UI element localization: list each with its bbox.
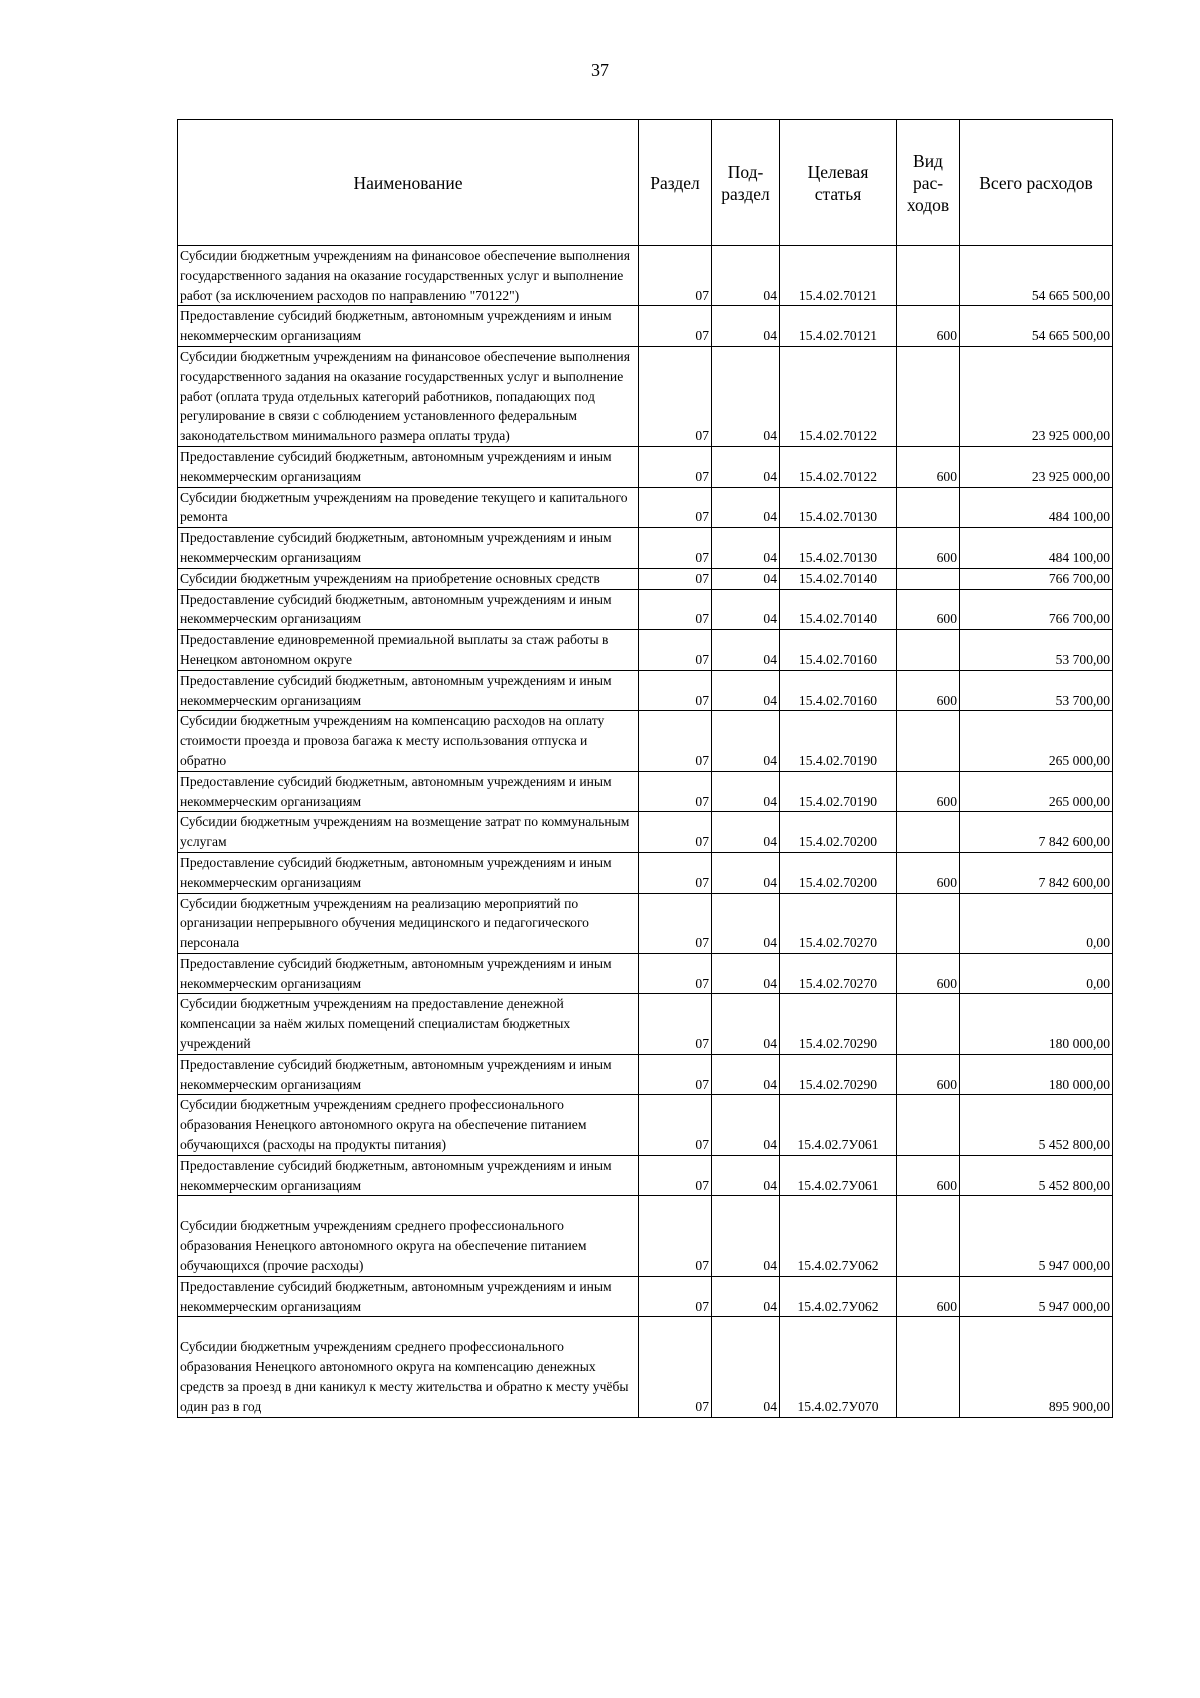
table-row xyxy=(178,711,1113,771)
cell-razdel: 07 xyxy=(639,306,712,347)
cell-podrazdel: 04 xyxy=(712,487,780,528)
cell-total: 895 900,00 xyxy=(960,1317,1113,1417)
cell-statya: 15.4.02.70200 xyxy=(780,852,897,893)
cell-vid: 600 xyxy=(897,1054,960,1095)
cell-statya: 15.4.02.70290 xyxy=(780,994,897,1054)
cell-vid: 600 xyxy=(897,953,960,994)
cell-razdel: 07 xyxy=(639,711,712,771)
cell-name: Субсидии бюджетным учреждениям на возмещение затрат по коммунальным услугам xyxy=(178,812,639,853)
cell-razdel: 07 xyxy=(639,246,712,306)
table-header-row xyxy=(178,120,1113,246)
cell-statya: 15.4.02.7У062 xyxy=(780,1276,897,1317)
cell-razdel: 07 xyxy=(639,994,712,1054)
cell-total: 180 000,00 xyxy=(960,1054,1113,1095)
table-row xyxy=(178,487,1113,528)
cell-name: Предоставление субсидий бюджетным, автономным учреждениям и иным некоммерческим организациям xyxy=(178,771,639,812)
cell-podrazdel: 04 xyxy=(712,812,780,853)
cell-razdel: 07 xyxy=(639,1054,712,1095)
cell-statya: 15.4.02.70140 xyxy=(780,568,897,589)
header-podrazdel: Под-раздел xyxy=(712,120,780,246)
cell-vid xyxy=(897,246,960,306)
table-row xyxy=(178,670,1113,711)
header-statya: Целевая статья xyxy=(780,120,897,246)
cell-podrazdel: 04 xyxy=(712,1276,780,1317)
cell-total: 265 000,00 xyxy=(960,711,1113,771)
cell-vid xyxy=(897,346,960,446)
table-row xyxy=(178,1054,1113,1095)
cell-podrazdel: 04 xyxy=(712,1054,780,1095)
cell-razdel: 07 xyxy=(639,487,712,528)
cell-total: 180 000,00 xyxy=(960,994,1113,1054)
cell-statya: 15.4.02.70190 xyxy=(780,711,897,771)
table-row xyxy=(178,1155,1113,1196)
cell-name: Субсидии бюджетным учреждениям на проведение текущего и капитального ремонта xyxy=(178,487,639,528)
cell-vid xyxy=(897,1317,960,1417)
cell-razdel: 07 xyxy=(639,670,712,711)
cell-vid: 600 xyxy=(897,1276,960,1317)
cell-statya: 15.4.02.70270 xyxy=(780,893,897,953)
cell-vid: 600 xyxy=(897,852,960,893)
cell-name: Предоставление субсидий бюджетным, автономным учреждениям и иным некоммерческим организациям xyxy=(178,1276,639,1317)
cell-statya: 15.4.02.70121 xyxy=(780,246,897,306)
cell-total: 53 700,00 xyxy=(960,630,1113,671)
cell-podrazdel: 04 xyxy=(712,1155,780,1196)
cell-statya: 15.4.02.70160 xyxy=(780,670,897,711)
cell-total: 265 000,00 xyxy=(960,771,1113,812)
cell-razdel: 07 xyxy=(639,446,712,487)
cell-name: Субсидии бюджетным учреждениям на реализацию мероприятий по организации непрерывного обучения медицинского и педагогического персонала xyxy=(178,893,639,953)
header-total: Всего расходов xyxy=(960,120,1113,246)
cell-vid xyxy=(897,812,960,853)
cell-razdel: 07 xyxy=(639,771,712,812)
cell-podrazdel: 04 xyxy=(712,589,780,630)
cell-razdel: 07 xyxy=(639,953,712,994)
cell-total: 23 925 000,00 xyxy=(960,446,1113,487)
table-row xyxy=(178,852,1113,893)
cell-podrazdel: 04 xyxy=(712,771,780,812)
cell-name: Субсидии бюджетным учреждениям на финансовое обеспечение выполнения государственного задания на оказание государственных услуг и выполнение работ (оплата труда отдельных категорий работников, попадающих под регулирование в связи с соблюдением установленного федеральным законодательством минимального размера оплаты труда) xyxy=(178,346,639,446)
cell-razdel: 07 xyxy=(639,1155,712,1196)
cell-total: 0,00 xyxy=(960,953,1113,994)
cell-name: Предоставление субсидий бюджетным, автономным учреждениям и иным некоммерческим организациям xyxy=(178,528,639,569)
cell-vid: 600 xyxy=(897,1155,960,1196)
table-row xyxy=(178,346,1113,446)
cell-podrazdel: 04 xyxy=(712,1196,780,1276)
cell-podrazdel: 04 xyxy=(712,1317,780,1417)
cell-podrazdel: 04 xyxy=(712,893,780,953)
cell-podrazdel: 04 xyxy=(712,630,780,671)
cell-vid xyxy=(897,893,960,953)
cell-statya: 15.4.02.7У062 xyxy=(780,1196,897,1276)
cell-podrazdel: 04 xyxy=(712,670,780,711)
cell-vid xyxy=(897,1196,960,1276)
cell-vid xyxy=(897,711,960,771)
cell-name xyxy=(178,1317,639,1417)
cell-vid: 600 xyxy=(897,528,960,569)
table-row xyxy=(178,953,1113,994)
cell-podrazdel: 04 xyxy=(712,711,780,771)
cell-name: Субсидии бюджетным учреждениям на финансовое обеспечение выполнения государственного задания на оказание государственных услуг и выполнение работ (за исключением расходов по направлению "70122") xyxy=(178,246,639,306)
cell-name: Предоставление субсидий бюджетным, автономным учреждениям и иным некоммерческим организациям xyxy=(178,953,639,994)
cell-statya: 15.4.02.70140 xyxy=(780,589,897,630)
cell-razdel: 07 xyxy=(639,528,712,569)
header-vid: Вид рас-ходов xyxy=(897,120,960,246)
table-row xyxy=(178,1095,1113,1155)
cell-name: Предоставление субсидий бюджетным, автономным учреждениям и иным некоммерческим организациям xyxy=(178,1054,639,1095)
table-row xyxy=(178,630,1113,671)
cell-name-text: Субсидии бюджетным учреждениям среднего профессионального образования Ненецкого автономного округа на обеспечение питанием обучающихся (прочие расходы) xyxy=(180,1218,587,1274)
cell-total: 53 700,00 xyxy=(960,670,1113,711)
cell-razdel: 07 xyxy=(639,1095,712,1155)
cell-total: 484 100,00 xyxy=(960,487,1113,528)
cell-podrazdel: 04 xyxy=(712,994,780,1054)
budget-table xyxy=(177,119,1113,1418)
cell-total: 766 700,00 xyxy=(960,568,1113,589)
cell-total: 5 947 000,00 xyxy=(960,1276,1113,1317)
table-row xyxy=(178,306,1113,347)
cell-name: Субсидии бюджетным учреждениям на приобретение основных средств xyxy=(178,568,639,589)
cell-total: 5 452 800,00 xyxy=(960,1155,1113,1196)
cell-vid xyxy=(897,630,960,671)
cell-statya: 15.4.02.70121 xyxy=(780,306,897,347)
page-number: 37 xyxy=(591,60,609,80)
cell-total: 7 842 600,00 xyxy=(960,852,1113,893)
cell-razdel: 07 xyxy=(639,852,712,893)
table-row xyxy=(178,589,1113,630)
cell-total: 5 452 800,00 xyxy=(960,1095,1113,1155)
cell-name: Предоставление субсидий бюджетным, автономным учреждениям и иным некоммерческим организациям xyxy=(178,1155,639,1196)
cell-statya: 15.4.02.70122 xyxy=(780,446,897,487)
cell-vid xyxy=(897,568,960,589)
cell-podrazdel: 04 xyxy=(712,446,780,487)
cell-statya: 15.4.02.70200 xyxy=(780,812,897,853)
cell-statya: 15.4.02.70270 xyxy=(780,953,897,994)
cell-razdel: 07 xyxy=(639,1196,712,1276)
cell-vid: 600 xyxy=(897,771,960,812)
cell-vid xyxy=(897,994,960,1054)
cell-podrazdel: 04 xyxy=(712,568,780,589)
table-row xyxy=(178,246,1113,306)
cell-name: Предоставление единовременной премиальной выплаты за стаж работы в Ненецком автономном округе xyxy=(178,630,639,671)
cell-vid: 600 xyxy=(897,670,960,711)
cell-vid xyxy=(897,1095,960,1155)
table-row xyxy=(178,994,1113,1054)
cell-total: 23 925 000,00 xyxy=(960,346,1113,446)
cell-name: Субсидии бюджетным учреждениям среднего профессионального образования Ненецкого автономного округа на обеспечение питанием обучающихся (расходы на продукты питания) xyxy=(178,1095,639,1155)
table-row xyxy=(178,1196,1113,1276)
cell-total: 54 665 500,00 xyxy=(960,306,1113,347)
cell-podrazdel: 04 xyxy=(712,528,780,569)
table-row xyxy=(178,1276,1113,1317)
table-row xyxy=(178,528,1113,569)
table-row xyxy=(178,1317,1113,1417)
cell-statya: 15.4.02.70190 xyxy=(780,771,897,812)
cell-name: Предоставление субсидий бюджетным, автономным учреждениям и иным некоммерческим организациям xyxy=(178,446,639,487)
table-row xyxy=(178,446,1113,487)
cell-total: 7 842 600,00 xyxy=(960,812,1113,853)
cell-podrazdel: 04 xyxy=(712,852,780,893)
cell-podrazdel: 04 xyxy=(712,306,780,347)
cell-razdel: 07 xyxy=(639,346,712,446)
header-razdel: Раздел xyxy=(639,120,712,246)
cell-name: Предоставление субсидий бюджетным, автономным учреждениям и иным некоммерческим организациям xyxy=(178,852,639,893)
header-name: Наименование xyxy=(178,120,639,246)
table-body xyxy=(178,246,1113,1418)
cell-total: 766 700,00 xyxy=(960,589,1113,630)
cell-razdel: 07 xyxy=(639,1317,712,1417)
cell-podrazdel: 04 xyxy=(712,346,780,446)
cell-name-text: Субсидии бюджетным учреждениям среднего профессионального образования Ненецкого автономного округа на компенсацию денежных средств за проезд в дни каникул к месту жительства и обратно к месту учёбы один раз в год xyxy=(180,1339,629,1414)
cell-statya: 15.4.02.70122 xyxy=(780,346,897,446)
cell-vid: 600 xyxy=(897,589,960,630)
cell-statya: 15.4.02.70130 xyxy=(780,528,897,569)
cell-razdel: 07 xyxy=(639,568,712,589)
cell-total: 0,00 xyxy=(960,893,1113,953)
table-row xyxy=(178,568,1113,589)
cell-statya: 15.4.02.70130 xyxy=(780,487,897,528)
cell-razdel: 07 xyxy=(639,589,712,630)
cell-vid: 600 xyxy=(897,306,960,347)
cell-podrazdel: 04 xyxy=(712,1095,780,1155)
table-row xyxy=(178,771,1113,812)
cell-statya: 15.4.02.7У070 xyxy=(780,1317,897,1417)
cell-razdel: 07 xyxy=(639,893,712,953)
cell-statya: 15.4.02.70160 xyxy=(780,630,897,671)
cell-razdel: 07 xyxy=(639,1276,712,1317)
cell-name: Субсидии бюджетным учреждениям на предоставление денежной компенсации за наём жилых помещений специалистам бюджетных учреждений xyxy=(178,994,639,1054)
cell-statya: 15.4.02.7У061 xyxy=(780,1095,897,1155)
cell-razdel: 07 xyxy=(639,630,712,671)
cell-razdel: 07 xyxy=(639,812,712,853)
cell-total: 5 947 000,00 xyxy=(960,1196,1113,1276)
cell-total: 54 665 500,00 xyxy=(960,246,1113,306)
cell-statya: 15.4.02.70290 xyxy=(780,1054,897,1095)
cell-podrazdel: 04 xyxy=(712,246,780,306)
table-row xyxy=(178,893,1113,953)
cell-vid: 600 xyxy=(897,446,960,487)
cell-name: Предоставление субсидий бюджетным, автономным учреждениям и иным некоммерческим организациям xyxy=(178,670,639,711)
cell-total: 484 100,00 xyxy=(960,528,1113,569)
cell-name: Предоставление субсидий бюджетным, автономным учреждениям и иным некоммерческим организациям xyxy=(178,589,639,630)
cell-vid xyxy=(897,487,960,528)
cell-name: Предоставление субсидий бюджетным, автономным учреждениям и иным некоммерческим организациям xyxy=(178,306,639,347)
cell-name: Субсидии бюджетным учреждениям на компенсацию расходов на оплату стоимости проезда и провоза багажа к месту использования отпуска и обратно xyxy=(178,711,639,771)
cell-podrazdel: 04 xyxy=(712,953,780,994)
cell-statya: 15.4.02.7У061 xyxy=(780,1155,897,1196)
cell-name xyxy=(178,1196,639,1276)
table-row xyxy=(178,812,1113,853)
